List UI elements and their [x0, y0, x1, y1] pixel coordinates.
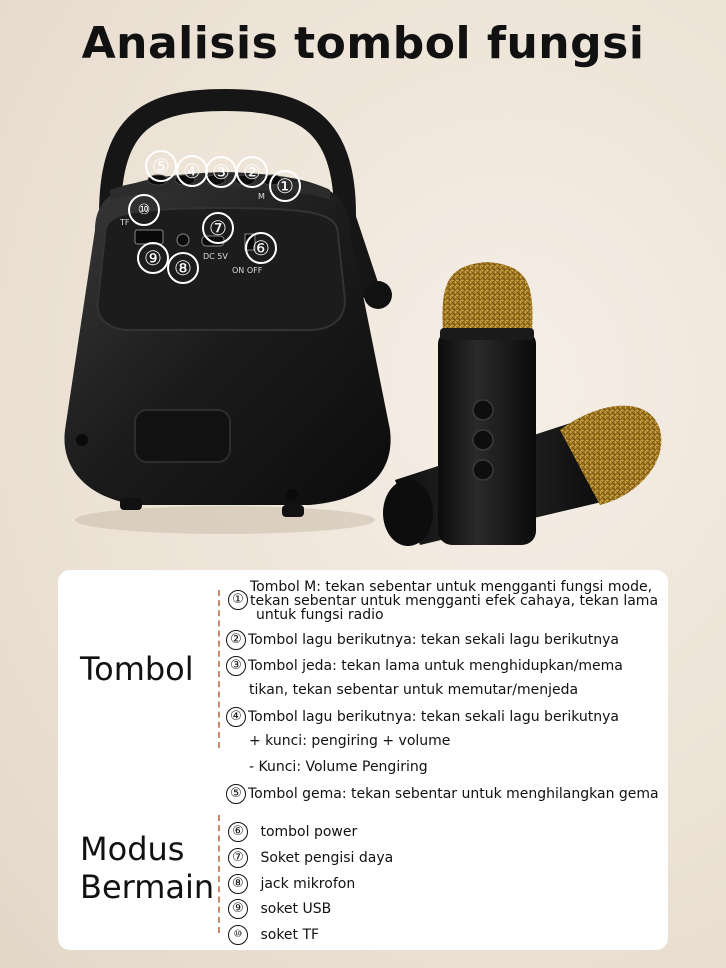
- tombol-label: Tombol: [80, 650, 194, 688]
- page-title: Analisis tombol fungsi: [81, 18, 645, 69]
- modus-label: [80, 830, 214, 906]
- tombol-item-4-line-2: + kunci: pengiring + volume: [249, 733, 451, 749]
- tombol-item-2: [226, 630, 619, 650]
- tombol-item-3-line-2: tikan, tekan sebentar untuk memutar/menjeda: [249, 682, 579, 698]
- tombol-item-4-line-3: - Kunci: Volume Pengiring: [249, 759, 428, 775]
- label-onoff: ON OFF: [232, 266, 263, 275]
- modus-item-6-text: tombol power: [260, 824, 358, 840]
- modus-label-line-2: Bermain: [80, 868, 215, 906]
- callout-3: ③: [205, 156, 237, 188]
- number-10: ⑩: [228, 925, 248, 945]
- tombol-divider: [218, 590, 220, 748]
- modus-label-line-1: Modus: [80, 830, 185, 868]
- number-4: ④: [226, 707, 246, 727]
- tombol-item-5: [226, 784, 659, 804]
- tombol-item-1-line-1: Tombol M: tekan sebentar untuk mengganti fungsi mode,: [250, 579, 653, 595]
- tombol-item-5-text: Tombol gema: tekan sebentar untuk menghilangkan gema: [248, 786, 659, 802]
- label-dc5v: DC 5V: [203, 252, 228, 261]
- modus-item-9: [228, 899, 331, 919]
- modus-item-7-text: Soket pengisi daya: [260, 850, 394, 866]
- tombol-item-1: [228, 580, 658, 622]
- tombol-item-2-text: Tombol lagu berikutnya: tekan sekali lagu berikutnya: [248, 632, 619, 648]
- modus-item-6: [228, 822, 357, 842]
- number-1: ①: [228, 590, 248, 610]
- label-m: M: [258, 192, 265, 201]
- number-5: ⑤: [226, 784, 246, 804]
- callout-5: ⑤: [145, 150, 177, 182]
- number-6: ⑥: [228, 822, 248, 842]
- tombol-item-4: [226, 707, 619, 727]
- modus-item-8-text: jack mikrofon: [260, 876, 356, 892]
- number-2: ②: [226, 630, 246, 650]
- callout-6: ⑥: [245, 232, 277, 264]
- number-8: ⑧: [228, 874, 248, 894]
- modus-item-9-text: soket USB: [260, 901, 332, 917]
- modus-divider: [218, 815, 220, 933]
- callout-8: ⑧: [167, 252, 199, 284]
- callout-10: ⑩: [128, 194, 160, 226]
- callout-2: ②: [236, 156, 268, 188]
- callout-9: ⑨: [137, 242, 169, 274]
- tombol-item-1-line-2: tekan sebentar untuk mengganti efek cahaya, tekan lama: [250, 593, 659, 609]
- modus-item-10: [228, 925, 319, 945]
- callout-7: ⑦: [202, 212, 234, 244]
- tombol-item-3-line-1: Tombol jeda: tekan lama untuk menghidupkan/mema: [248, 658, 623, 674]
- tombol-item-3: [226, 656, 623, 676]
- modus-item-10-text: soket TF: [260, 927, 320, 943]
- number-9: ⑨: [228, 899, 248, 919]
- tombol-item-4-line-1: Tombol lagu berikutnya: tekan sekali lagu berikutnya: [248, 709, 619, 725]
- callout-4: ④: [176, 155, 208, 187]
- callout-1: ①: [269, 170, 301, 202]
- number-7: ⑦: [228, 848, 248, 868]
- label-tf: TF: [120, 218, 130, 227]
- number-3: ③: [226, 656, 246, 676]
- tombol-item-1-line-3: untuk fungsi radio: [256, 607, 384, 623]
- modus-item-8: [228, 874, 355, 894]
- modus-item-7: [228, 848, 393, 868]
